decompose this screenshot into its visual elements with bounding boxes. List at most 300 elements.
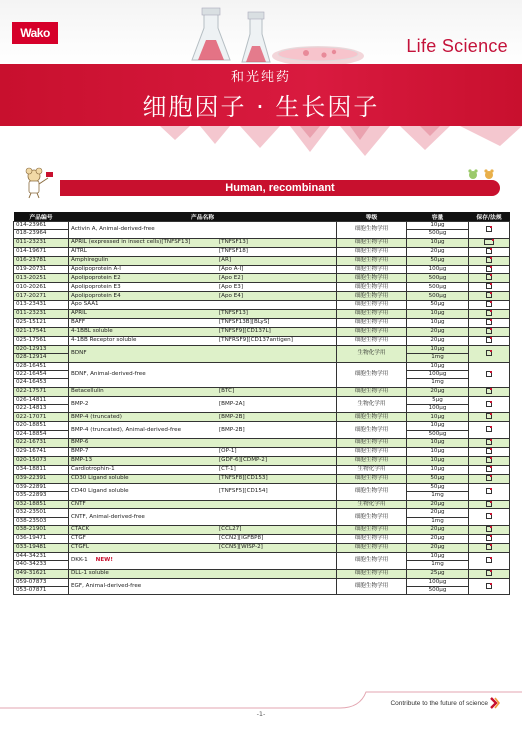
page-number: -1- [256, 710, 266, 718]
storage-condition-icon [486, 371, 492, 377]
product-code: 028-12914 [14, 354, 69, 362]
product-name: BMP-7 [71, 448, 89, 455]
table-row [14, 569, 510, 578]
product-code: 014-23961 [14, 222, 69, 230]
product-qty: 50μg [407, 256, 469, 265]
product-code: 022-14813 [14, 405, 69, 413]
product-code: 049-31621 [14, 569, 69, 578]
page-title: 细胞因子 · 生长因子 [142, 93, 380, 121]
col-header-store: 保存/法规 [469, 212, 510, 222]
product-alias: [CCL27] [219, 526, 242, 533]
product-grade: 细胞生物学用 [337, 362, 407, 387]
table-row [14, 413, 510, 422]
product-code: 017-20271 [14, 292, 69, 301]
product-name-cell [69, 265, 337, 274]
table-header-row [14, 212, 510, 222]
product-name-cell [69, 301, 337, 310]
storage-condition-icon [486, 448, 492, 454]
product-alias: [GDF-6][CDMP-2] [219, 457, 268, 464]
storage-condition-icon [486, 283, 492, 289]
product-name-cell [69, 569, 337, 578]
storage-condition-icon [486, 248, 492, 254]
product-name: BMP-6 [71, 439, 89, 446]
product-grade: 细胞生物学用 [337, 274, 407, 283]
product-grade: 细胞生物学用 [337, 474, 407, 483]
storage-cell [469, 578, 510, 595]
product-name-cell [69, 439, 337, 448]
storage-cell [469, 544, 510, 553]
product-qty: 20μg [407, 535, 469, 544]
product-alias: [OP-1] [219, 448, 237, 455]
product-qty: 20μg [407, 509, 469, 517]
product-grade: 细胞生物学用 [337, 413, 407, 422]
product-code: 039-22391 [14, 474, 69, 483]
product-name: BMP-4 (truncated), Animal-derived-free [71, 426, 182, 433]
storage-cell [469, 336, 510, 345]
product-alias: [BMP-2B] [219, 426, 245, 433]
product-qty: 20μg [407, 336, 469, 345]
product-name: CTGF [71, 535, 86, 542]
table-row [14, 265, 510, 274]
product-code: 019-20731 [14, 265, 69, 274]
storage-cell [469, 292, 510, 301]
product-name-cell [69, 448, 337, 457]
product-qty: 1mg [407, 354, 469, 362]
product-code: 024-16453 [14, 379, 69, 387]
product-qty: 10μg [407, 222, 469, 230]
storage-cell [469, 247, 510, 256]
product-qty: 10μg [407, 439, 469, 448]
product-qty: 500μg [407, 283, 469, 292]
table-row [14, 274, 510, 283]
table-row [14, 256, 510, 265]
product-name: Cardiotrophin-1 [71, 466, 115, 473]
product-qty: 1mg [407, 561, 469, 569]
storage-cell [469, 318, 510, 327]
product-qty: 10μg [407, 552, 469, 560]
product-qty: 500μg [407, 430, 469, 438]
triangle-pattern [0, 126, 522, 160]
table-row [14, 318, 510, 327]
product-qty: 20μg [407, 526, 469, 535]
product-alias: [Apo E3] [219, 283, 244, 290]
product-qty: 100μg [407, 578, 469, 586]
storage-condition-icon [486, 501, 492, 507]
product-name: CTGFL [71, 544, 89, 551]
product-name-cell [69, 387, 337, 396]
product-name: DLL-1 soluble [71, 570, 109, 576]
product-name-cell [69, 578, 337, 595]
product-qty: 10μg [407, 456, 469, 465]
product-name: BMP-13 [71, 457, 93, 464]
product-alias: [TNFSF8][CD153] [219, 475, 268, 482]
product-name: Betacellulin [71, 387, 104, 394]
product-qty: 500μg [407, 587, 469, 595]
storage-cell [469, 552, 510, 569]
product-code: 022-16454 [14, 370, 69, 378]
table-row [14, 336, 510, 345]
product-name-cell [69, 222, 337, 239]
product-grade: 细胞生物学用 [337, 439, 407, 448]
product-name: Amphiregulin [71, 256, 109, 263]
product-grade: 细胞生物学用 [337, 238, 407, 247]
storage-cell [469, 310, 510, 319]
table-row [14, 544, 510, 553]
storage-cell [469, 448, 510, 457]
product-qty: 10μg [407, 362, 469, 370]
product-grade: 细胞生物学用 [337, 247, 407, 256]
storage-cell [469, 256, 510, 265]
table-row [14, 526, 510, 535]
product-qty: 100μg [407, 405, 469, 413]
product-grade: 生物化学用 [337, 345, 407, 362]
table-row [14, 578, 510, 586]
table-row [14, 483, 510, 491]
product-code: 036-19471 [14, 535, 69, 544]
product-alias: [BTC] [219, 387, 235, 394]
product-qty: 500μg [407, 230, 469, 238]
product-name-cell [69, 318, 337, 327]
table-row [14, 292, 510, 301]
product-code: 028-16451 [14, 362, 69, 370]
product-qty: 10μg [407, 310, 469, 319]
table-row [14, 327, 510, 336]
product-name: BMP-4 (truncated) [71, 413, 122, 420]
table-row [14, 422, 510, 430]
table-body [14, 222, 510, 595]
product-name: Activin A, Animal-derived-free [71, 226, 155, 233]
product-code: 014-19671 [14, 247, 69, 256]
storage-cell [469, 509, 510, 526]
product-name-cell [69, 310, 337, 319]
product-qty: 100μg [407, 265, 469, 274]
product-qty: 20μg [407, 327, 469, 336]
product-grade: 细胞生物学用 [337, 336, 407, 345]
product-code: 018-23964 [14, 230, 69, 238]
table-row [14, 247, 510, 256]
product-code: 011-23231 [14, 238, 69, 247]
product-grade: 细胞生物学用 [337, 222, 407, 239]
storage-cell [469, 396, 510, 413]
product-qty: 10μg [407, 422, 469, 430]
table-row [14, 222, 510, 230]
product-name-cell [69, 509, 337, 526]
product-qty: 10μg [407, 465, 469, 474]
product-grade: 细胞生物学用 [337, 526, 407, 535]
product-name-cell [69, 413, 337, 422]
product-grade: 细胞生物学用 [337, 544, 407, 553]
product-alias: [BMP-2A] [219, 400, 245, 407]
product-alias: [Apo E4] [219, 292, 244, 299]
product-name: 4-1BBL soluble [71, 328, 113, 335]
product-name: BMP-2 [71, 400, 89, 407]
product-grade: 细胞生物学用 [337, 256, 407, 265]
table-row [14, 301, 510, 310]
new-badge: NEW! [95, 557, 113, 564]
product-name-cell [69, 283, 337, 292]
product-alias: [BMP-2B] [219, 413, 245, 420]
product-qty: 10μg [407, 448, 469, 457]
product-qty: 500μg [407, 292, 469, 301]
product-name: Apolipoprotein E4 [71, 292, 121, 299]
storage-condition-icon [486, 439, 492, 445]
product-code: 016-23781 [14, 256, 69, 265]
product-grade: 细胞生物学用 [337, 448, 407, 457]
product-name-cell [69, 500, 337, 509]
product-grade: 细胞生物学用 [337, 310, 407, 319]
product-grade: 细胞生物学用 [337, 265, 407, 274]
section-title: Human, recombinant [225, 182, 335, 194]
product-grade: 生物化学用 [337, 500, 407, 509]
product-name-cell [69, 535, 337, 544]
product-name-cell [69, 465, 337, 474]
product-alias: [CCN2][IGFBP8] [219, 535, 264, 542]
product-code: 026-14811 [14, 396, 69, 404]
product-alias: [Apo A-I] [219, 265, 244, 272]
product-code: 032-18851 [14, 500, 69, 509]
mascot-illustration [20, 166, 56, 200]
product-alias: [TNFSF5][CD154] [219, 487, 268, 494]
product-code: 032-23501 [14, 509, 69, 517]
storage-condition-icon [484, 239, 494, 245]
product-qty: 100μg [407, 370, 469, 378]
table-row [14, 509, 510, 517]
product-alias: [CCN5][WISP-2] [219, 544, 263, 551]
product-code: 011-23231 [14, 310, 69, 319]
product-name-cell [69, 274, 337, 283]
storage-condition-icon [486, 583, 492, 589]
product-grade: 细胞生物学用 [337, 422, 407, 439]
product-grade: 细胞生物学用 [337, 569, 407, 578]
product-grade: 细胞生物学用 [337, 327, 407, 336]
table-row [14, 387, 510, 396]
table-row [14, 500, 510, 509]
product-alias: [AR] [219, 256, 232, 263]
product-code: 033-19481 [14, 544, 69, 553]
product-code: 013-20251 [14, 274, 69, 283]
product-name: CD40 Ligand soluble [71, 487, 129, 494]
product-alias: [CT-1] [219, 466, 236, 473]
product-code: 025-17561 [14, 336, 69, 345]
product-grade: 细胞生物学用 [337, 552, 407, 569]
product-alias: [TNFSF18] [219, 247, 248, 254]
table-row [14, 238, 510, 247]
product-code: 038-23503 [14, 517, 69, 525]
product-name: 4-1BB Receptor soluble [71, 337, 137, 344]
product-name-cell [69, 292, 337, 301]
storage-condition-icon [486, 426, 492, 432]
product-name-cell [69, 336, 337, 345]
product-qty: 25μg [407, 569, 469, 578]
product-name: BDNF [71, 349, 87, 356]
product-name-cell [69, 396, 337, 413]
storage-cell [469, 500, 510, 509]
product-qty: 10μg [407, 345, 469, 353]
product-grade: 细胞生物学用 [337, 456, 407, 465]
product-code: 039-22891 [14, 483, 69, 491]
product-alias: [TNFRSF9][CD137antigen] [219, 337, 293, 344]
storage-cell [469, 569, 510, 578]
storage-condition-icon [486, 266, 492, 272]
table-row [14, 474, 510, 483]
product-code: 029-16741 [14, 448, 69, 457]
product-qty: 1mg [407, 517, 469, 525]
storage-cell [469, 301, 510, 310]
product-name-cell [69, 362, 337, 387]
product-name-cell [69, 238, 337, 247]
storage-cell [469, 222, 510, 239]
product-code: 038-21901 [14, 526, 69, 535]
table-row [14, 448, 510, 457]
table-row [14, 535, 510, 544]
storage-condition-icon [486, 328, 492, 334]
product-grade: 生物化学用 [337, 396, 407, 413]
product-code: 040-34233 [14, 561, 69, 569]
storage-condition-icon [486, 535, 492, 541]
product-grade: 细胞生物学用 [337, 509, 407, 526]
storage-cell [469, 413, 510, 422]
product-grade: 细胞生物学用 [337, 301, 407, 310]
product-name: CNTF, Animal-derived-free [71, 513, 145, 520]
lab-flasks-image [178, 4, 368, 66]
product-code: 025-15121 [14, 318, 69, 327]
table-row [14, 465, 510, 474]
product-name-cell [69, 474, 337, 483]
col-header-code: 产品编号 [14, 212, 69, 222]
product-code: 034-18811 [14, 465, 69, 474]
product-grade: 细胞生物学用 [337, 387, 407, 396]
storage-cell [469, 465, 510, 474]
product-code: 010-20261 [14, 283, 69, 292]
storage-condition-icon [486, 301, 492, 307]
storage-cell [469, 422, 510, 439]
product-name-cell [69, 544, 337, 553]
storage-cell [469, 387, 510, 396]
storage-condition-icon [486, 413, 492, 419]
product-grade: 细胞生物学用 [337, 535, 407, 544]
storage-condition-icon [486, 274, 492, 280]
product-qty: 50μg [407, 483, 469, 491]
product-grade: 细胞生物学用 [337, 578, 407, 595]
table-row [14, 362, 510, 370]
product-code: 020-12913 [14, 345, 69, 353]
storage-cell [469, 265, 510, 274]
product-name: Apolipoprotein E3 [71, 283, 121, 290]
product-name-cell [69, 247, 337, 256]
product-grade: 细胞生物学用 [337, 318, 407, 327]
product-name: AITRL [71, 247, 87, 254]
product-code: 024-18854 [14, 430, 69, 438]
storage-condition-icon [486, 292, 492, 298]
product-grade: 细胞生物学用 [337, 283, 407, 292]
product-code: 022-17071 [14, 413, 69, 422]
product-code: 020-15073 [14, 456, 69, 465]
product-name: CNTF [71, 500, 86, 507]
storage-condition-icon [486, 544, 492, 550]
product-qty: 500μg [407, 274, 469, 283]
storage-cell [469, 474, 510, 483]
section-header [0, 160, 522, 208]
storage-condition-icon [486, 513, 492, 519]
storage-condition-icon [486, 488, 492, 494]
product-alias: [TNFSF13] [219, 239, 248, 246]
storage-cell [469, 483, 510, 500]
product-qty: 1mg [407, 492, 469, 500]
storage-condition-icon [486, 257, 492, 263]
storage-cell [469, 526, 510, 535]
product-name-cell [69, 256, 337, 265]
product-code: 013-23431 [14, 301, 69, 310]
table-row [14, 345, 510, 353]
product-qty: 20μg [407, 247, 469, 256]
storage-cell [469, 439, 510, 448]
product-code: 053-07871 [14, 587, 69, 595]
product-name-cell [69, 327, 337, 336]
product-code: 044-34231 [14, 552, 69, 560]
col-header-qty: 容量 [407, 212, 469, 222]
product-code: 022-17571 [14, 387, 69, 396]
storage-condition-icon [486, 401, 492, 407]
storage-cell [469, 327, 510, 336]
product-name: EGF, Animal-derived-free [71, 582, 142, 589]
storage-condition-icon [486, 526, 492, 532]
life-science-brand: Life Science [406, 36, 508, 56]
product-qty: 10μg [407, 413, 469, 422]
storage-condition-icon [486, 388, 492, 394]
product-name-cell [69, 345, 337, 362]
table-row [14, 310, 510, 319]
title-banner [0, 64, 522, 126]
page-header [0, 0, 522, 160]
product-qty: 1mg [407, 379, 469, 387]
product-code: 022-16731 [14, 439, 69, 448]
storage-condition-icon [486, 310, 492, 316]
product-alias: [Apo E2] [219, 274, 244, 281]
storage-cell [469, 238, 510, 247]
product-name: CD30 Ligand soluble [71, 475, 129, 482]
table-row [14, 456, 510, 465]
product-qty: 5μg [407, 396, 469, 404]
product-alias: [TNFSF13] [219, 310, 248, 317]
storage-cell [469, 345, 510, 362]
table-row [14, 552, 510, 560]
product-name: BAFF [71, 319, 86, 326]
storage-cell [469, 456, 510, 465]
product-qty: 10μg [407, 238, 469, 247]
storage-cell [469, 283, 510, 292]
storage-condition-icon [486, 466, 492, 472]
product-qty: 20μg [407, 387, 469, 396]
storage-condition-icon [486, 570, 492, 576]
storage-condition-icon [486, 319, 492, 325]
product-name-cell [69, 422, 337, 439]
footer-tagline: Contribute to the future of science [390, 700, 488, 707]
product-name: BDNF, Animal-derived-free [71, 370, 146, 377]
product-qty: 20μg [407, 544, 469, 553]
chevron-mark-icon [490, 697, 500, 709]
company-name: 和光纯药 [230, 70, 291, 85]
product-name: Apolipoprotein E2 [71, 274, 121, 281]
table-row [14, 439, 510, 448]
product-qty: 10μg [407, 318, 469, 327]
product-qty: 50μg [407, 474, 469, 483]
mice-illustration [466, 168, 498, 182]
product-name-cell [69, 526, 337, 535]
product-alias: [TNFSF13B][BLyS] [219, 319, 270, 326]
product-grade: 细胞生物学用 [337, 483, 407, 500]
storage-cell [469, 362, 510, 387]
product-name: APRIL [71, 310, 87, 317]
